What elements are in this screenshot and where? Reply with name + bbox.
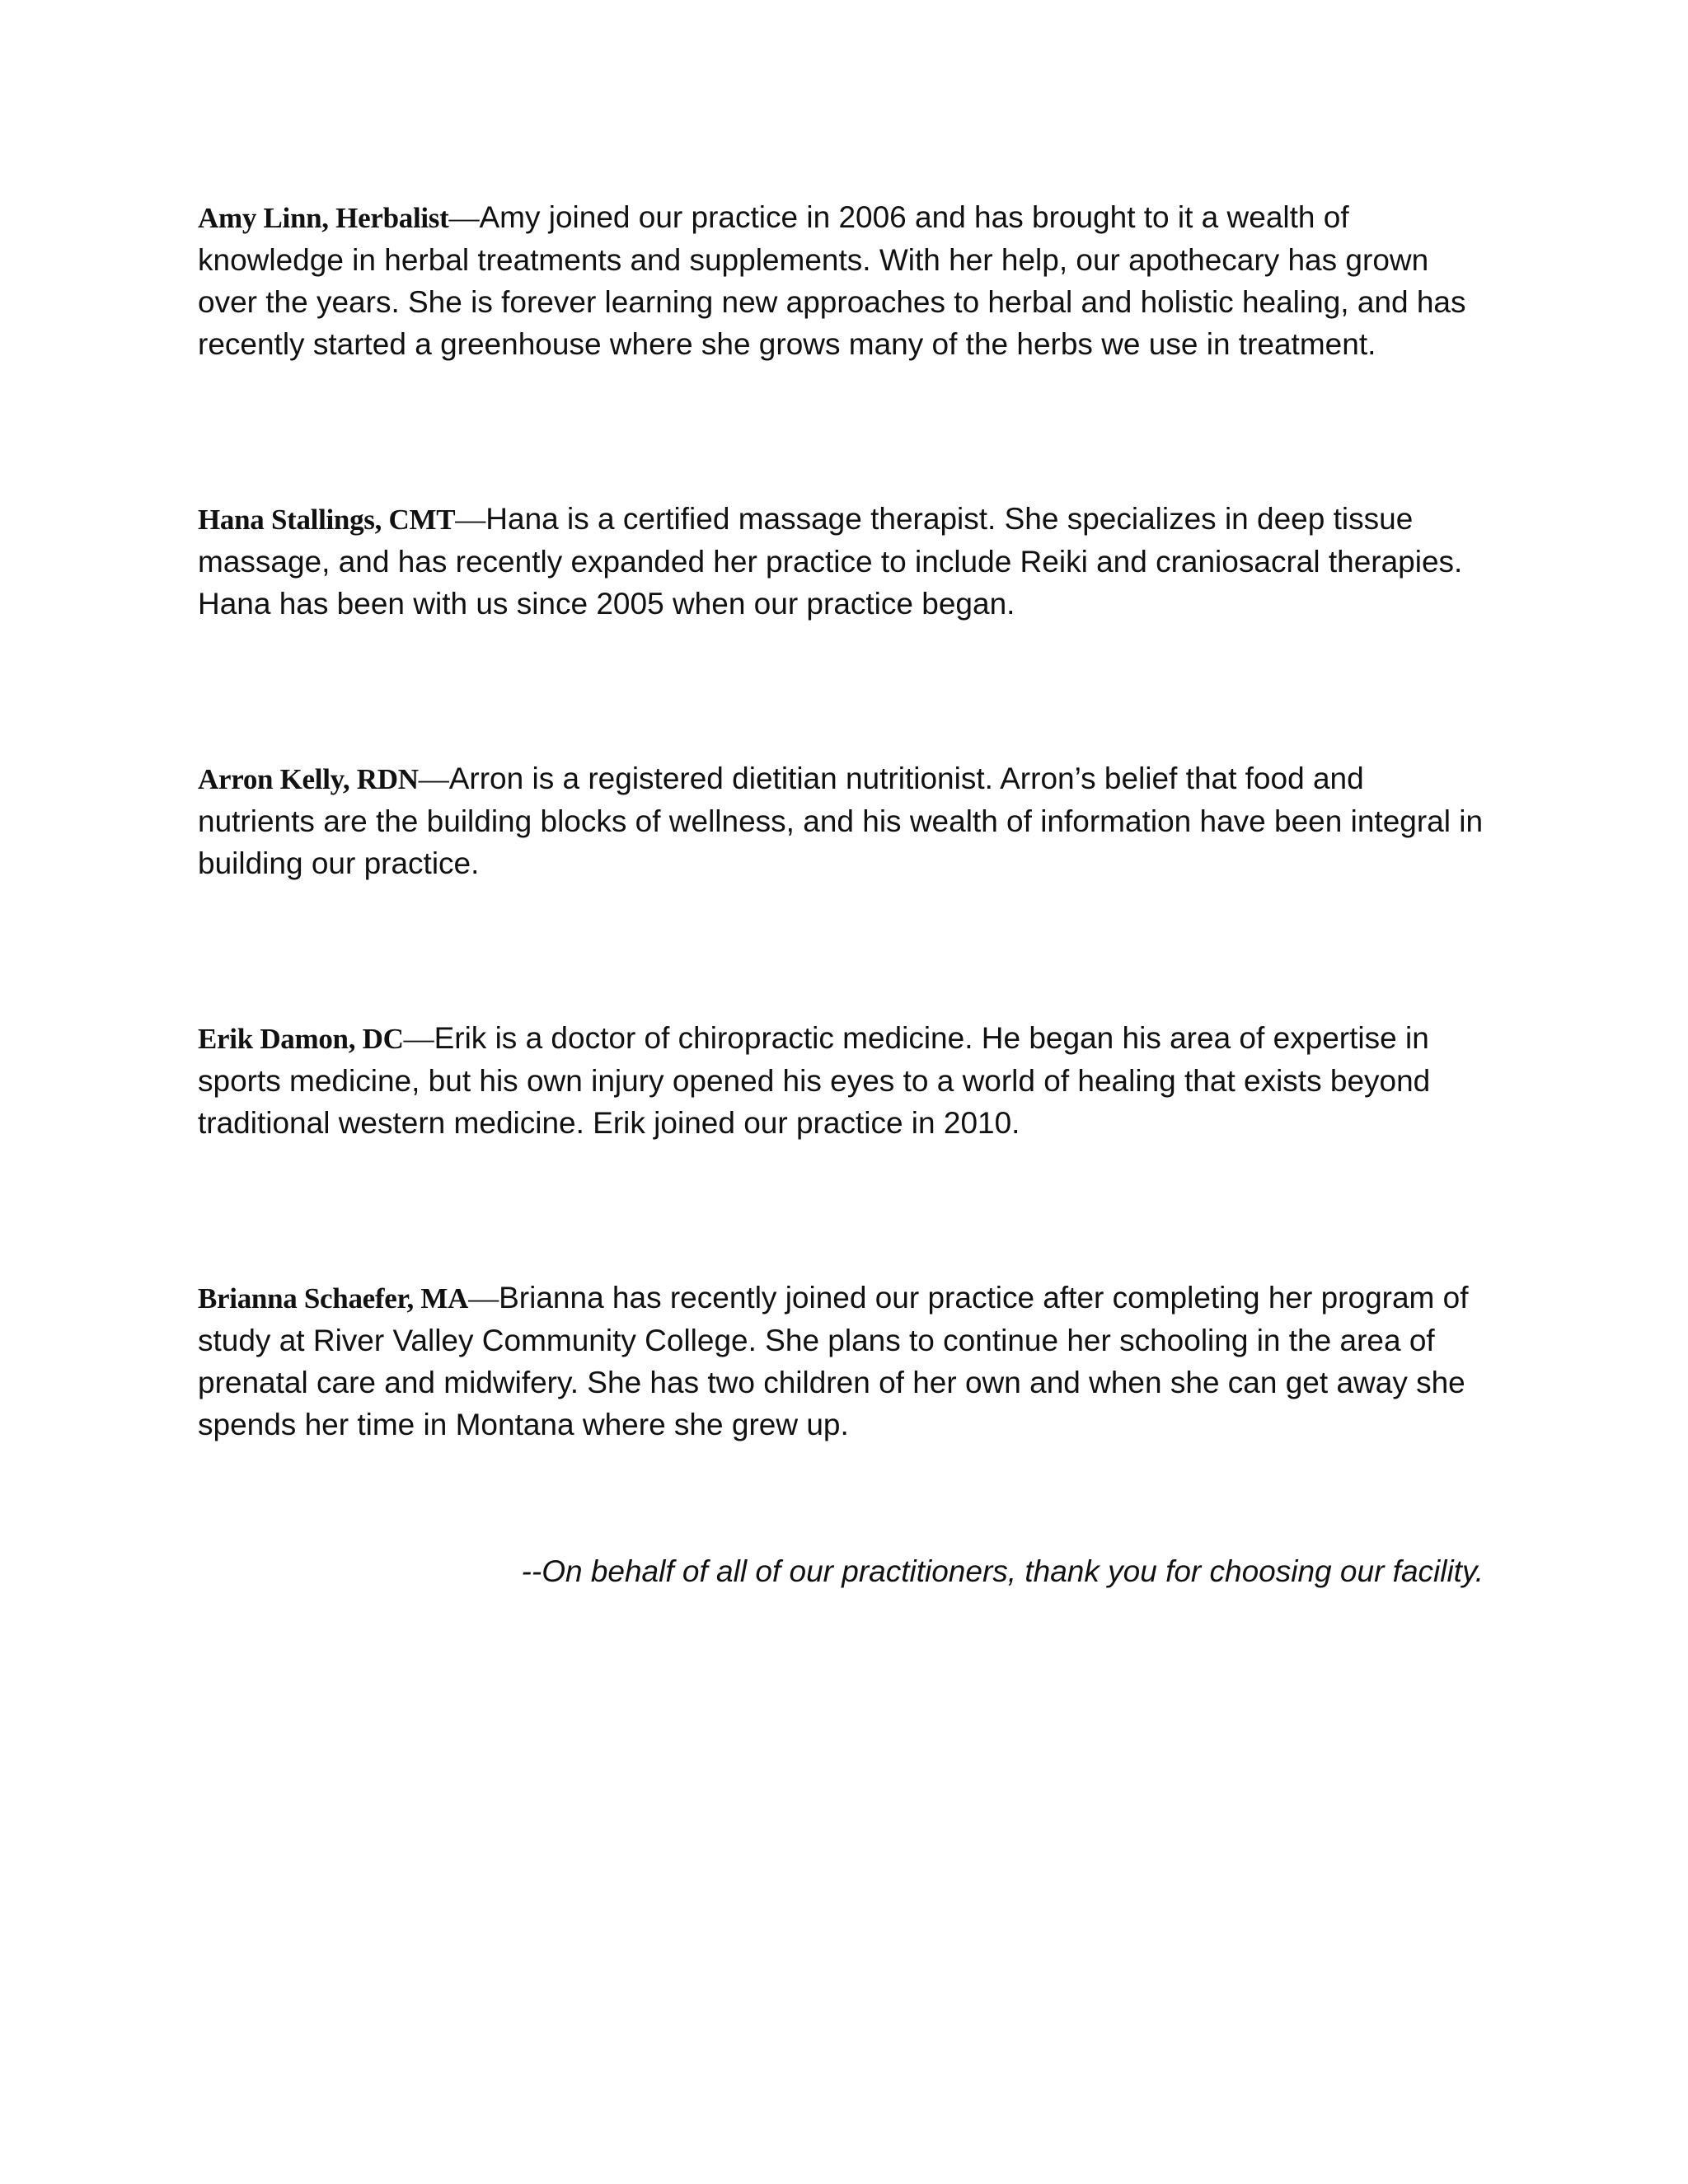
bio-name: Arron Kelly, RDN [198,763,419,795]
bio-name: Brianna Schaefer, MA [198,1282,469,1315]
closing-message: --On behalf of all of our practitioners, thank you for choosing our facility. [521,1554,1484,1588]
bio-brianna-schaefer [198,1277,1484,1446]
bio-erik-damon [198,1017,1484,1144]
bio-arron-kelly [198,757,1484,884]
bio-text: Brianna has recently joined our practice after completing her program of study at River Valley Community College. She plans to continue her schooling in the area of prenatal care and midwifery. She has two children of her own and when she can get away she spends her time in Montana where she grew up. [198,1281,1469,1441]
bio-amy-linn [198,196,1484,365]
practitioner-bios [198,196,1484,1623]
bio-dash: — [403,1022,434,1056]
bio-name: Amy Linn, Herbalist [198,202,449,234]
bio-text: Hana is a certified massage therapist. She specializes in deep tissue massage, and has recently expanded her practice to include Reiki and craniosacral therapies. Hana has been with us since 2005 when our practice began. [198,502,1463,621]
bio-dash: — [468,1282,499,1315]
bio-name: Erik Damon, DC [198,1023,404,1055]
bio-dash: — [455,503,486,537]
bio-text: Amy joined our practice in 2006 and has brought to it a wealth of knowledge in herbal treatments and supplements. With her help, our apothecary has grown over the years. She is forever learning new approaches to herbal and holistic healing, and has recently started a greenhouse where she grows many of the herbs we use in treatment. [198,200,1466,361]
bio-hana-stallings [198,498,1484,625]
bio-dash: — [448,201,480,235]
bio-text: Erik is a doctor of chiropractic medicine. He began his area of expertise in sports medicine, but his own injury opened his eyes to a world of healing that exists beyond traditional western medicine. Erik joined our practice in 2010. [198,1021,1431,1140]
bio-text: Arron is a registered dietitian nutritionist. Arron’s belief that food and nutrients are the building blocks of wellness, and his wealth of information have been integral in building our practice. [198,762,1484,880]
bio-dash: — [418,762,449,796]
bio-name: Hana Stallings, CMT [198,504,456,536]
